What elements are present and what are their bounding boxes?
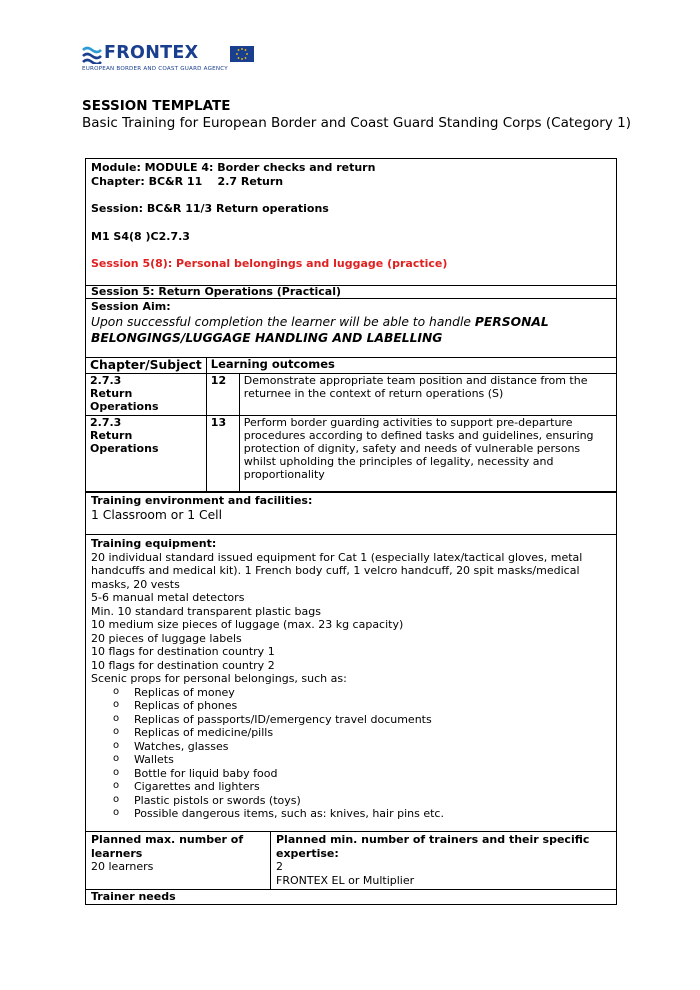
learners-cell: [86, 832, 271, 889]
trainer-needs: Trainer needs: [91, 890, 176, 903]
list-item: o Plastic pistols or swords (toys): [113, 794, 611, 808]
learners-value: 20 learners: [91, 860, 154, 873]
equipment-line: 20 pieces of luggage labels: [91, 631, 242, 645]
aim-block: [86, 299, 616, 358]
subject-line: Operations: [90, 442, 159, 455]
environment-value: 1 Classroom or 1 Cell: [91, 507, 223, 522]
outcome-chapter: [86, 416, 206, 492]
props-list: [91, 686, 611, 821]
equipment-line: Scenic props for personal belongings, such as:: [91, 672, 347, 685]
list-item: o Possible dangerous items, such as: knives, hair pins etc.: [113, 807, 611, 821]
chapter-number: 2.7.3: [90, 374, 122, 387]
chapter-number: 2.7.3: [90, 416, 122, 429]
trainers-label: Planned min. number of trainers and their specific expertise:: [276, 833, 590, 860]
session5-row: Session 5: Return Operations (Practical): [86, 286, 616, 299]
list-item: o Replicas of phones: [113, 699, 611, 713]
outcome-text: Perform border guarding activities to support pre-departure procedures according to defined tasks and guidelines, ensuring protection of dignity, safety and needs of vulnerable persons whilst upholding the principles of legality, necessity and proportionality: [239, 416, 616, 492]
equipment-line: 10 flags for destination country 1: [91, 645, 275, 658]
outcome-chapter: [86, 374, 206, 416]
frontex-waves-icon: [82, 46, 102, 64]
equipment-line: 10 flags for destination country 2: [91, 658, 275, 672]
outcomes-block: [86, 358, 616, 493]
module-block: [86, 159, 616, 286]
list-item: o Cigarettes and lighters: [113, 780, 611, 794]
aim-label: Session Aim:: [91, 300, 171, 313]
environment-label: Training environment and facilities:: [91, 494, 313, 507]
col-chapter-subject: Chapter/Subject: [86, 358, 206, 374]
module-code: M1 S4(8 )C2.7.3: [91, 229, 190, 243]
trainers-expertise: FRONTEX EL or Multiplier: [276, 873, 415, 887]
outcome-number: 13: [206, 416, 239, 492]
aim-text-plain: Upon successful completion the learner will be able to handle: [91, 314, 475, 329]
outcomes-header: [86, 358, 616, 374]
outcome-text: Demonstrate appropriate team position and distance from the returnee in the context of return operations (S): [239, 374, 616, 416]
aim-text-bold: PERSONAL BELONGINGS/LUGGAGE HANDLING AND LABELLING: [91, 314, 549, 345]
list-item: o Watches, glasses: [113, 740, 611, 754]
equipment-line: 10 medium size pieces of luggage (max. 23 kg capacity): [91, 618, 404, 631]
equipment-label: Training equipment:: [91, 537, 217, 550]
equipment-line: Min. 10 standard transparent plastic bags: [91, 604, 321, 618]
subject-line: Return: [90, 387, 133, 400]
trainers-cell: [271, 832, 616, 889]
planning-block: [86, 832, 616, 890]
equipment-line: 5-6 manual metal detectors: [91, 591, 245, 604]
session-table: [85, 158, 617, 905]
page-subtitle: Basic Training for European Border and Coast Guard Standing Corps (Category 1): [82, 115, 631, 131]
subject-line: Operations: [90, 400, 159, 413]
outcome-row: [86, 374, 616, 416]
equipment-block: [86, 535, 616, 832]
list-item: o Wallets: [113, 753, 611, 767]
logo-tagline: EUROPEAN BORDER AND COAST GUARD AGENCY: [82, 66, 228, 72]
equipment-line: 20 individual standard issued equipment for Cat 1 (especially latex/tactical gloves, metal handcuffs and medical kit). 1 French body cuff, 1 velcro handcuff, 20 spit masks/medical masks, 20 vests: [91, 550, 583, 591]
page-title: SESSION TEMPLATE: [82, 98, 231, 114]
list-item: o Replicas of passports/ID/emergency travel documents: [113, 713, 611, 727]
list-item: o Replicas of money: [113, 686, 611, 700]
module-line: Module: MODULE 4: Border checks and return: [91, 161, 376, 174]
aim-text: [91, 314, 611, 346]
outcome-number: 12: [206, 374, 239, 416]
list-item: o Bottle for liquid baby food: [113, 767, 611, 781]
session-line: Session: BC&R 11/3 Return operations: [91, 202, 329, 215]
col-learning-outcomes: Learning outcomes: [206, 358, 616, 374]
outcome-row: [86, 416, 616, 492]
chapter-line: Chapter: BC&R 11 2.7 Return: [91, 174, 284, 188]
learners-label: Planned max. number of learners: [91, 833, 244, 860]
session-highlight: Session 5(8): Personal belongings and luggage (practice): [91, 257, 448, 270]
list-item: o Replicas of medicine/pills: [113, 726, 611, 740]
outcomes-table: [86, 358, 616, 492]
subject-line: Return: [90, 429, 133, 442]
logo-wordmark: FRONTEX: [104, 43, 199, 63]
environment-block: [86, 493, 616, 535]
eu-flag-icon: [230, 46, 254, 62]
frontex-logo: [82, 44, 262, 78]
trainers-count: 2: [276, 860, 283, 873]
